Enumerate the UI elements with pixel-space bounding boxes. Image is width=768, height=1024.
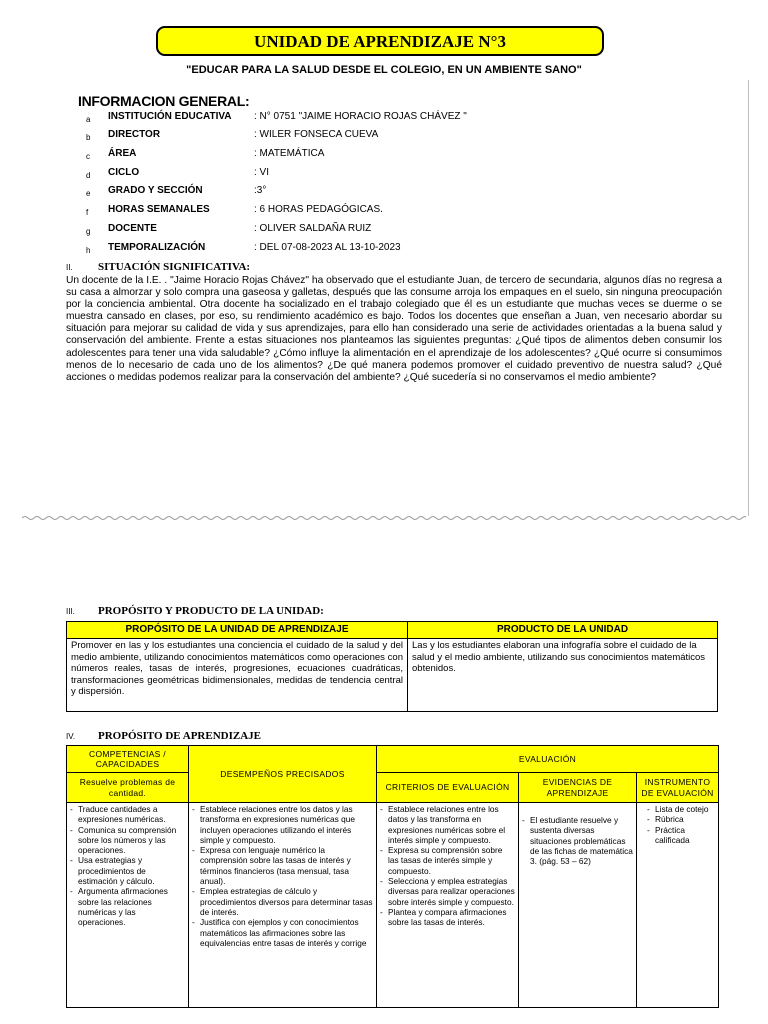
info-label: CICLO [108, 167, 140, 178]
proposito-producto-table [66, 621, 718, 712]
list-item: - Argumenta afirmaciones sobre las relaciones numéricas y las operaciones. [70, 886, 185, 927]
section-proposito-producto-heading [66, 605, 324, 617]
info-value: : WILER FONSECA CUEVA [254, 129, 379, 140]
info-label: INSTITUCIÓN EDUCATIVA [108, 111, 232, 122]
competencias-header: COMPETENCIAS / CAPACIDADES [67, 746, 189, 773]
unit-title: UNIDAD DE APRENDIZAJE N°3 [156, 26, 604, 56]
info-row-director [86, 129, 606, 147]
section-proposito-aprendizaje-heading [66, 730, 261, 742]
list-item: - Selecciona y emplea estrategias diversas para realizar operaciones sobre interés simple y compuesto. [380, 876, 515, 907]
criterios-header: CRITERIOS DE EVALUACIÓN [377, 773, 519, 803]
list-item: - Rúbrica [647, 814, 715, 824]
section-number: II. [66, 263, 73, 272]
info-label: DIRECTOR [108, 129, 161, 140]
proposito-header: PROPÓSITO DE LA UNIDAD DE APRENDIZAJE [67, 622, 408, 639]
info-letter: e [86, 189, 91, 198]
list-item: - Establece relaciones entre los datos y las transforma en expresiones numéricas que incluyen operaciones utilizando el interés simple y compuesto. [192, 804, 373, 845]
section-number: III. [66, 607, 75, 616]
info-row-institucion [86, 111, 606, 129]
competencia-name: Resuelve problemas de cantidad. [67, 773, 189, 803]
info-label: HORAS SEMANALES [108, 204, 210, 215]
info-value: :3° [254, 185, 267, 196]
evaluacion-header: EVALUACIÓN [377, 746, 719, 773]
instrumentos-cell [637, 803, 719, 1008]
info-label: GRADO Y SECCIÓN [108, 185, 203, 196]
list-item: - Plantea y compara afirmaciones sobre las tasas de interés. [380, 907, 515, 928]
proposito-text: Promover en las y los estudiantes una conciencia el cuidado de la salud y del medio ambiente, utilizando conocimientos matemáticos como operaciones con números reales, tasas de interés, progresiones, ecuaciones cuadráticas, transformaciones geométricas bidimensionales, medidas de tendencia central y dispersión. [67, 639, 408, 712]
info-row-horas [86, 204, 606, 222]
desempenos-header: DESEMPEÑOS PRECISADOS [189, 746, 377, 803]
criterios-cell [377, 803, 519, 1008]
info-letter: c [86, 152, 90, 161]
list-item: - Lista de cotejo [647, 804, 715, 814]
info-letter: d [86, 171, 91, 180]
info-letter: b [86, 133, 91, 142]
info-row-temporalizacion [86, 242, 606, 260]
info-row-grado [86, 185, 606, 203]
info-row-docente [86, 223, 606, 241]
capacidades-cell [67, 803, 189, 1008]
producto-header: PRODUCTO DE LA UNIDAD [408, 622, 718, 639]
list-item: - Establece relaciones entre los datos y las transforma en expresiones numéricas sobre el interés simple y compuesto. [380, 804, 515, 845]
info-letter: a [86, 115, 91, 124]
info-value: : VI [254, 167, 270, 178]
page-break-wave [22, 514, 746, 522]
section-situacion-heading [66, 261, 250, 273]
list-item: - Expresa con lenguaje numérico la comprensión sobre las tasas de interés y términos financieros (tasa mensual, tasa anual). [192, 845, 373, 886]
list-item: - Usa estrategias y procedimientos de estimación y cálculo. [70, 855, 185, 886]
info-label: DOCENTE [108, 223, 157, 234]
section-number: IV. [66, 732, 76, 741]
info-value: : MATEMÁTICA [254, 148, 325, 159]
info-value: : OLIVER SALDAÑA RUIZ [254, 223, 372, 234]
list-item: - Expresa su comprensión sobre las tasas de interés simple y compuesto. [380, 845, 515, 876]
evidencias-header: EVIDENCIAS DE APRENDIZAJE [519, 773, 637, 803]
desempenos-cell [189, 803, 377, 1008]
info-value: : N° 0751 "JAIME HORACIO ROJAS CHÁVEZ " [254, 111, 467, 122]
evidencias-cell [519, 803, 637, 1008]
info-value: : 6 HORAS PEDAGÓGICAS. [254, 204, 383, 215]
info-letter: g [86, 227, 91, 236]
list-item: - El estudiante resuelve y sustenta diversas situaciones problemáticas de las fichas de matemática 3. (pág. 53 – 62) [522, 815, 633, 866]
info-row-area [86, 148, 606, 166]
list-item: - Comunica su comprensión sobre los números y las operaciones. [70, 825, 185, 856]
proposito-aprendizaje-table [66, 745, 719, 1008]
info-letter: f [86, 208, 89, 217]
info-label: ÁREA [108, 148, 137, 159]
info-label: TEMPORALIZACIÓN [108, 242, 206, 253]
info-value: : DEL 07-08-2023 AL 13-10-2023 [254, 242, 401, 253]
list-item: - Emplea estrategias de cálculo y procedimientos diversos para determinar tasas de interés. [192, 886, 373, 917]
page-edge-line [748, 80, 749, 516]
section-title: PROPÓSITO DE APRENDIZAJE [98, 730, 261, 742]
instrumento-header: INSTRUMENTO DE EVALUACIÓN [637, 773, 719, 803]
list-item: - Práctica calificada [647, 825, 715, 846]
producto-text: Las y los estudiantes elaboran una infografía sobre el cuidado de la salud y el medio ambiente, utilizando sus conocimientos matemáticos obtenidos. [408, 639, 718, 712]
info-letter: h [86, 246, 91, 255]
info-heading: INFORMACION GENERAL: [78, 93, 250, 109]
list-item: - Justifica con ejemplos y con conocimientos matemáticos las afirmaciones sobre las equivalencias entre tasas de interés y corrige [192, 917, 373, 948]
section-title: PROPÓSITO Y PRODUCTO DE LA UNIDAD: [98, 605, 324, 617]
unit-subtitle: "EDUCAR PARA LA SALUD DESDE EL COLEGIO, EN UN AMBIENTE SANO" [186, 64, 582, 76]
info-row-ciclo [86, 167, 606, 185]
situacion-text: Un docente de la I.E. . "Jaime Horacio Rojas Chávez" ha observado que el estudiante Juan, de tercero de secundaria, algunos días no regresa a su casa a almorzar y solo compra una gaseosa y galletas, después que las consume arroja los empaques en el suelo, sin ninguna preocupación por la conciencia ambiental. Otra docente ha socializado en el trabajo colegiado que él es un estudiante que muchas veces se duerme o se muestra cansado en clases, por eso, su rendimiento académico es bajo. Todos los docentes que enseñan a Juan, ven necesario abordar su situación para mejorar su calidad de vida y sus aprendizajes, para ello han considerado una serie de actividades orientadas a la buena salud y conservación del ambiente. Frente a estas situaciones nos planteamos las siguientes preguntas: ¿Qué tipos de alimentos deben consumir los adolescentes para tener una vida saludable? ¿Cómo influye la alimentación en el aprendizaje de los adolescentes? ¿Qué ocurre si consumimos menos de lo necesario de cada uno de los alimentos? ¿De qué manera podemos promover el cuidado preventivo de nuestra salud? ¿Qué acciones o medidas podemos realizar para la conservación del ambiente? ¿Qué sucedería si no conservamos el medio ambiente? [66, 275, 722, 383]
list-item: - Traduce cantidades a expresiones numéricas. [70, 804, 185, 825]
section-title: SITUACIÓN SIGNIFICATIVA: [98, 261, 251, 273]
